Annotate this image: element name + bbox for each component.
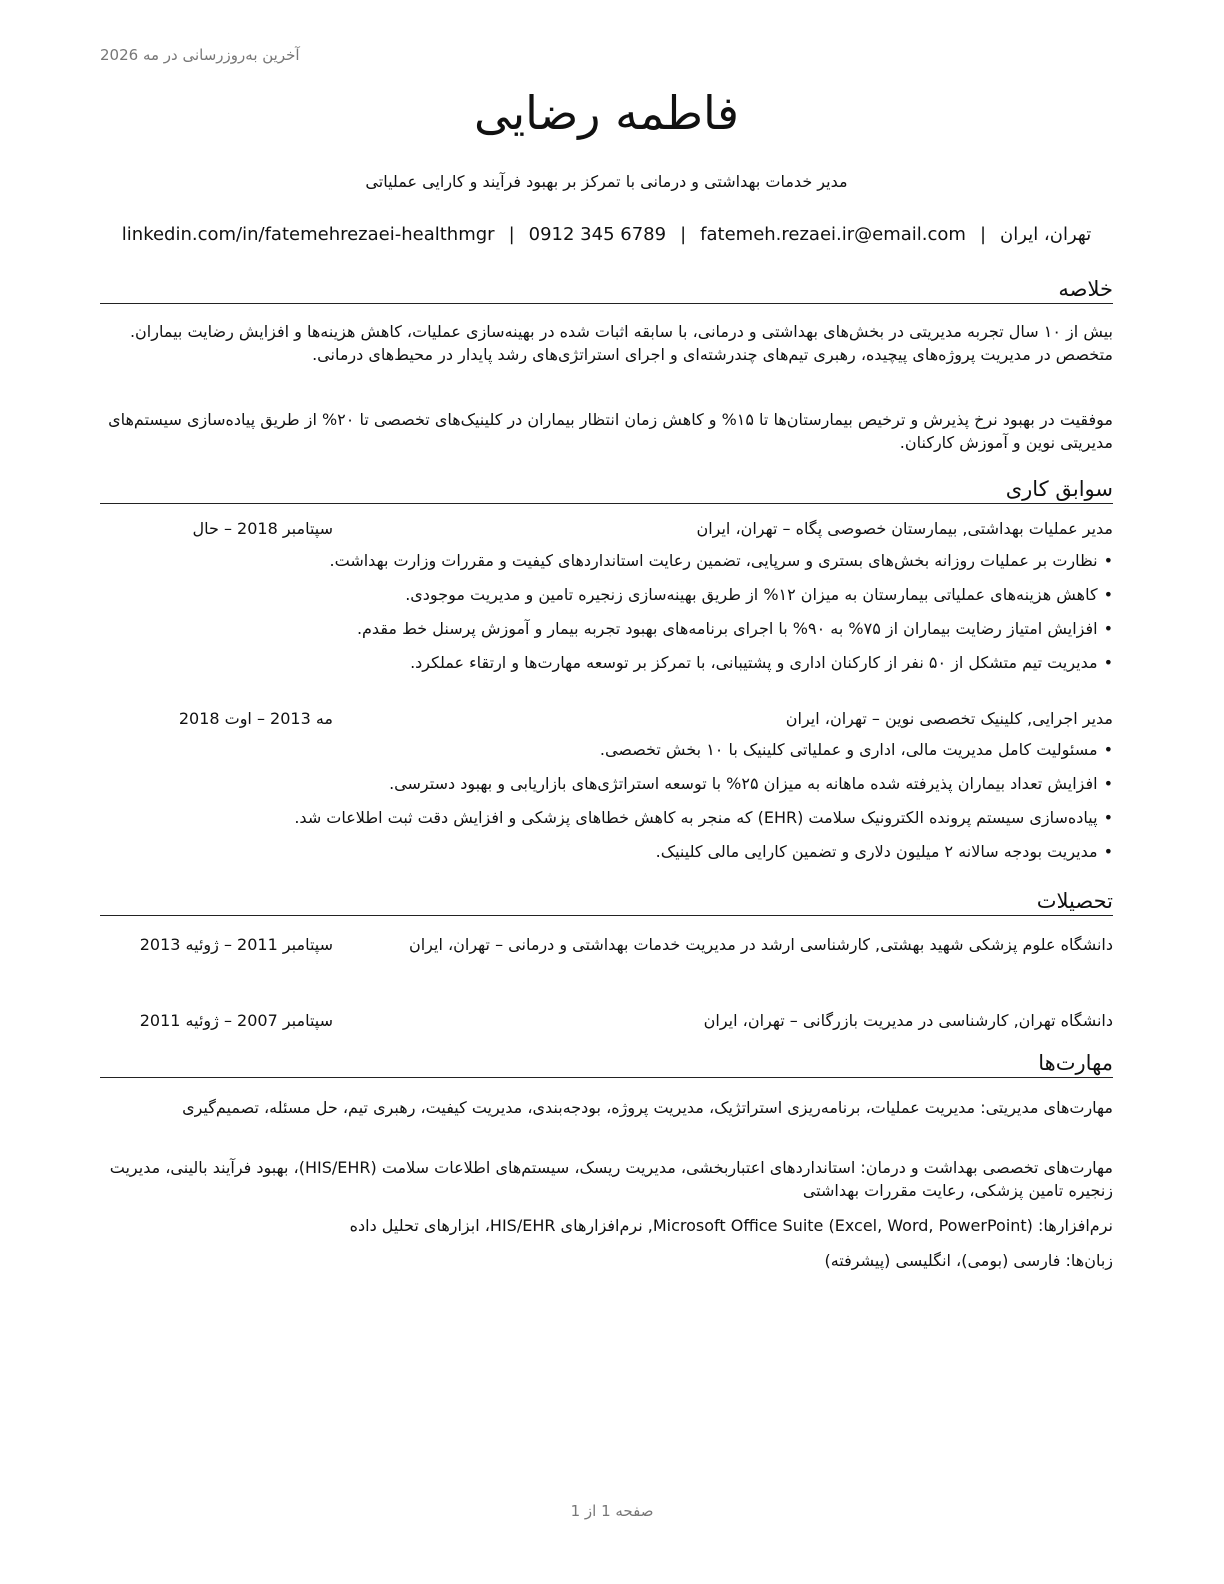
section-title-education: تحصیلات bbox=[100, 888, 1113, 916]
skills-line: نرم‌افزارها: Microsoft Office Suite (Excel, Word, PowerPoint), نرم‌افزارهای HIS/EHR، ابزارهای تحلیل داده bbox=[349, 1216, 1113, 1235]
job-date: سپتامبر 2018 – حال bbox=[192, 519, 333, 538]
bullet-icon: • bbox=[1103, 653, 1113, 672]
page-number: صفحه 1 از 1 bbox=[570, 1502, 654, 1520]
contact-linkedin[interactable]: linkedin.com/in/fatemehrezaei-healthmgr bbox=[121, 224, 495, 245]
skills-line: مهارت‌های مدیریتی: مدیریت عملیات، برنامه‌ریزی استراتژیک، مدیریت پروژه، بودجه‌بندی، مدیریت کیفیت، رهبری تیم، حل مسئله، تصمیم‌گیری bbox=[182, 1098, 1113, 1117]
contact-separator: | bbox=[508, 224, 515, 245]
education-school: دانشگاه علوم پزشکی شهید بهشتی, کارشناسی ارشد در مدیریت خدمات بهداشتی و درمانی – تهران، ایران bbox=[408, 935, 1113, 954]
bullet-icon: • bbox=[1103, 774, 1113, 793]
bullet-icon: • bbox=[1103, 551, 1113, 570]
job-bullet: •نظارت بر عملیات روزانه بخش‌های بستری و سرپایی، تضمین رعایت استانداردهای کیفیت و مقررات وزارت بهداشت. bbox=[329, 551, 1113, 570]
job-bullets bbox=[100, 550, 1113, 686]
section-title-skills: مهارت‌ها bbox=[100, 1050, 1113, 1078]
education-date: سپتامبر 2011 – ژوئیه 2013 bbox=[139, 935, 333, 954]
job-bullets bbox=[100, 739, 1113, 875]
job-bullet: •کاهش هزینه‌های عملیاتی بیمارستان به میزان ۱۲% از طریق بهینه‌سازی زنجیره تامین و مدیریت موجودی. bbox=[405, 585, 1113, 604]
candidate-tagline: مدیر خدمات بهداشتی و درمانی با تمرکز بر بهبود فرآیند و کارایی عملیاتی bbox=[365, 172, 848, 191]
bullet-icon: • bbox=[1103, 585, 1113, 604]
candidate-name: فاطمه رضایی bbox=[474, 86, 739, 140]
job-bullet: •مسئولیت کامل مدیریت مالی، اداری و عملیاتی کلینیک با ۱۰ بخش تخصصی. bbox=[599, 740, 1113, 759]
bullet-icon: • bbox=[1103, 619, 1113, 638]
job-bullet: •پیاده‌سازی سیستم پرونده الکترونیک سلامت (EHR) که منجر به کاهش خطاهای پزشکی و افزایش دقت ثبت اطلاعات شد. bbox=[294, 808, 1113, 827]
contact-email[interactable]: fatemeh.rezaei.ir@email.com bbox=[700, 224, 966, 245]
contact-location: تهران، ایران bbox=[1000, 224, 1092, 245]
summary-paragraph: موفقیت در بهبود نرخ پذیرش و ترخیص بیمارستان‌ها تا ۱۵% و کاهش زمان انتظار بیماران در کلینیک‌های تخصصی تا ۲۰% از طریق پیاده‌سازی سیستم‌های مدیریتی نوین و آموزش کارکنان. bbox=[108, 410, 1113, 453]
skills-line: مهارت‌های تخصصی بهداشت و درمان: استانداردهای اعتباربخشی، مدیریت ریسک، سیستم‌های اطلاعات سلامت (HIS/EHR)، بهبود فرآیند بالینی، مدیریت زنجیره تامین پزشکی، رعایت مقررات بهداشتی bbox=[109, 1158, 1113, 1201]
job-bullet: •مدیریت تیم متشکل از ۵۰ نفر از کارکنان اداری و پشتیبانی، با تمرکز بر توسعه مهارت‌ها و ارتقاء عملکرد. bbox=[410, 653, 1113, 672]
skills-line: زبان‌ها: فارسی (بومی)، انگلیسی (پیشرفته) bbox=[824, 1251, 1113, 1270]
bullet-icon: • bbox=[1103, 842, 1113, 861]
section-title-summary: خلاصه bbox=[100, 276, 1113, 304]
bullet-icon: • bbox=[1103, 808, 1113, 827]
job-title: مدیر اجرایی, کلینیک تخصصی نوین – تهران، ایران bbox=[785, 709, 1113, 728]
contact-phone: 0912 345 6789 bbox=[528, 224, 667, 245]
contact-line bbox=[100, 224, 1113, 245]
job-bullet: •افزایش امتیاز رضایت بیماران از ۷۵% به ۹۰% با اجرای برنامه‌های بهبود تجربه بیمار و آموزش پرسنل خط مقدم. bbox=[356, 619, 1113, 638]
contact-separator: | bbox=[979, 224, 987, 245]
section-title-experience: سوابق کاری bbox=[100, 476, 1113, 504]
job-date: مه 2013 – اوت 2018 bbox=[178, 709, 333, 728]
education-school: دانشگاه تهران, کارشناسی در مدیریت بازرگانی – تهران، ایران bbox=[703, 1011, 1113, 1030]
summary-paragraph: بیش از ۱۰ سال تجربه مدیریتی در بخش‌های بهداشتی و درمانی، با سابقه اثبات شده در بهینه‌سازی عملیات، کاهش هزینه‌ها و افزایش رضایت بیماران. متخصص در مدیریت پروژه‌های پیچیده، رهبری تیم‌های چندرشته‌ای و اجرای استراتژی‌های رشد پایدار در محیط‌های درمانی. bbox=[129, 322, 1113, 365]
bullet-icon: • bbox=[1103, 740, 1113, 759]
job-bullet: •مدیریت بودجه سالانه ۲ میلیون دلاری و تضمین کارایی مالی کلینیک. bbox=[655, 842, 1113, 861]
job-title: مدیر عملیات بهداشتی, بیمارستان خصوصی پگاه – تهران، ایران bbox=[696, 519, 1113, 538]
education-date: سپتامبر 2007 – ژوئیه 2011 bbox=[139, 1011, 333, 1030]
contact-separator: | bbox=[680, 224, 687, 245]
last-updated-note: آخرین به‌روزرسانی در مه 2026 bbox=[100, 46, 300, 64]
job-bullet: •افزایش تعداد بیماران پذیرفته شده ماهانه به میزان ۲۵% با توسعه استراتژی‌های بازاریابی و بهبود دسترسی. bbox=[389, 774, 1113, 793]
